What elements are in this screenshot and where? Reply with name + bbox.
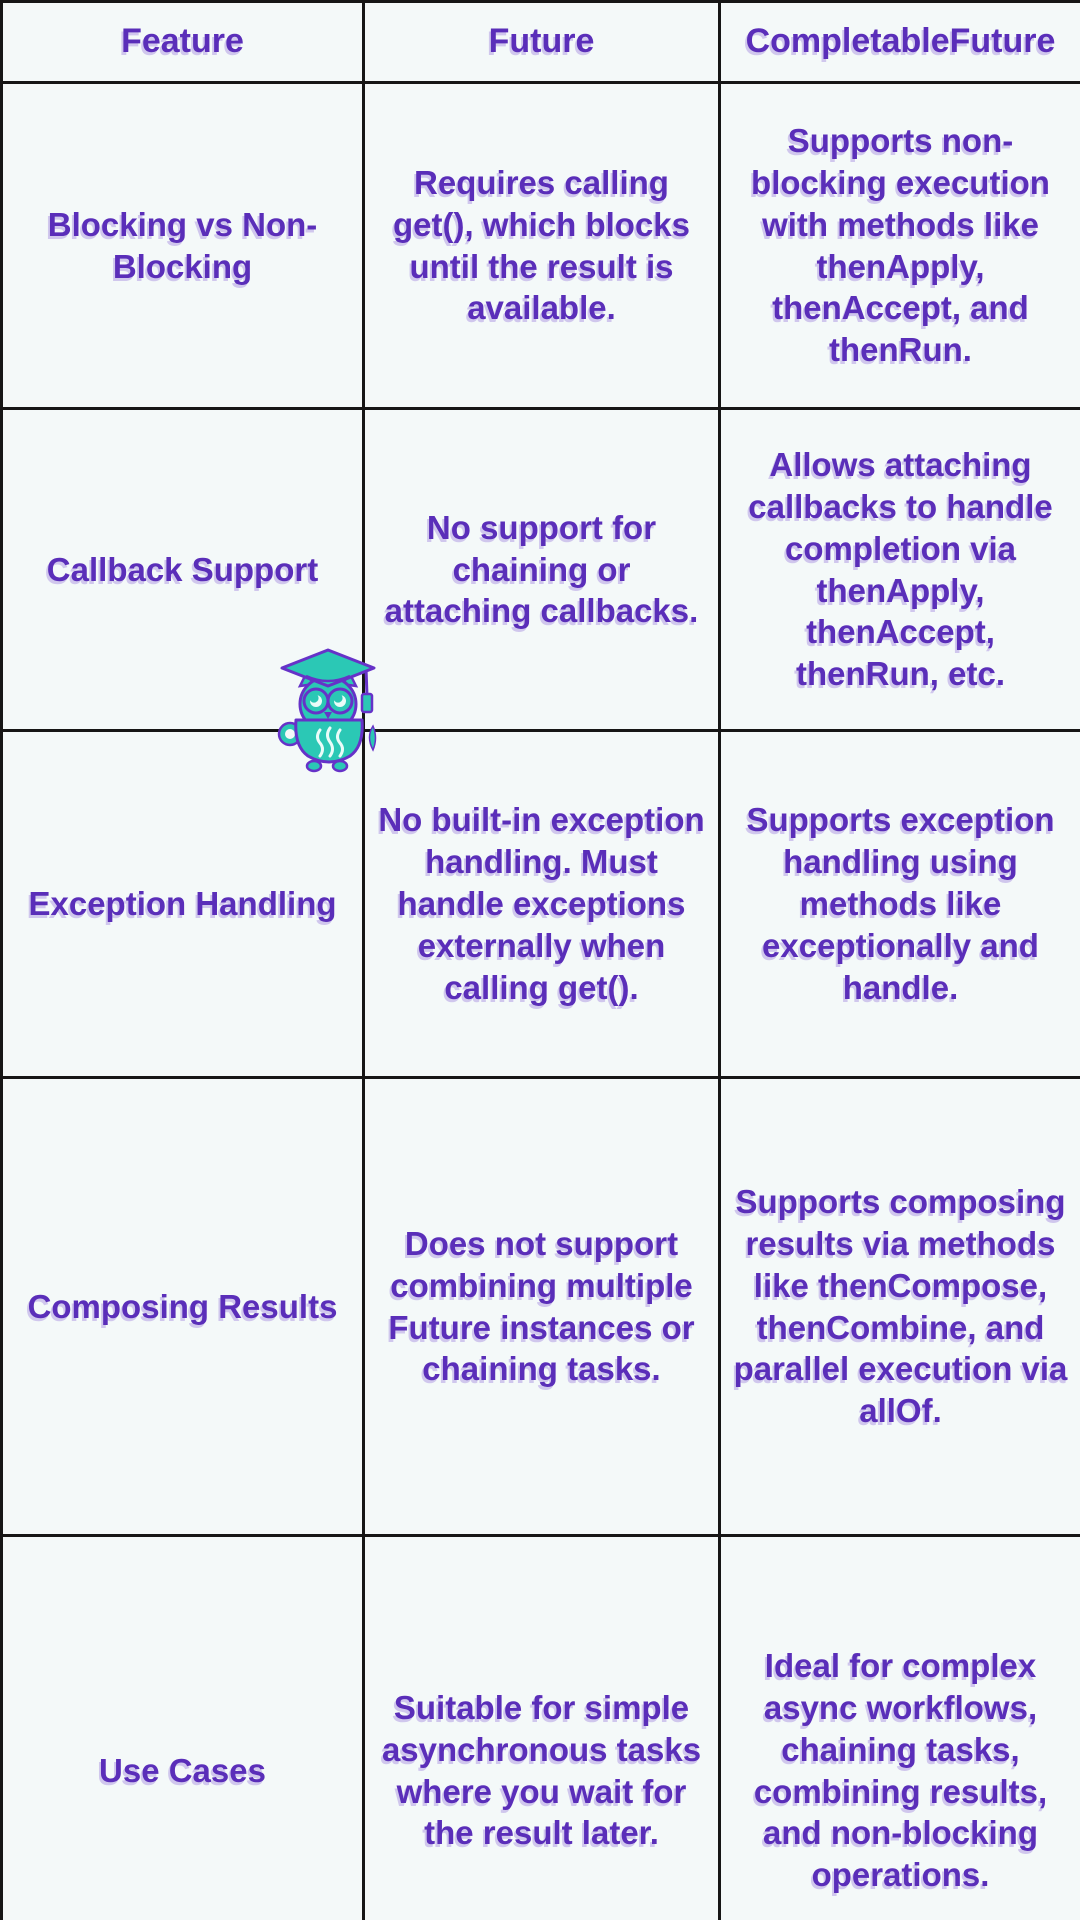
- column-header-completablefuture: CompletableFuture: [720, 2, 1080, 83]
- column-header-future: Future: [364, 2, 720, 83]
- cell-feature-blocking: Blocking vs Non-Blocking: [2, 83, 364, 409]
- cell-future-usecases: Suitable for simple asynchronous tasks where you wait for the result later.: [364, 1536, 720, 1920]
- cell-completablefuture-usecases: Ideal for complex async workflows, chaining tasks, combining results, and non-blocking operations.: [720, 1536, 1080, 1920]
- table-row: [2, 1078, 1080, 1536]
- table-row: [2, 1536, 1080, 1920]
- header-row: [2, 2, 1080, 83]
- cell-completablefuture-exceptions: Supports exception handling using methods like exceptionally and handle.: [720, 731, 1080, 1078]
- cell-future-composing: Does not support combining multiple Future instances or chaining tasks.: [364, 1078, 720, 1536]
- table-row: [2, 409, 1080, 731]
- cell-feature-composing: Composing Results: [2, 1078, 364, 1536]
- cell-future-blocking: Requires calling get(), which blocks until the result is available.: [364, 83, 720, 409]
- cell-completablefuture-blocking: Supports non-blocking execution with methods like thenApply, thenAccept, and thenRun.: [720, 83, 1080, 409]
- column-header-feature: Feature: [2, 2, 364, 83]
- cell-feature-exceptions: Exception Handling: [2, 731, 364, 1078]
- cell-future-callbacks: No support for chaining or attaching callbacks.: [364, 409, 720, 731]
- cell-future-exceptions: No built-in exception handling. Must handle exceptions externally when calling get().: [364, 731, 720, 1078]
- cell-completablefuture-composing: Supports composing results via methods like thenCompose, thenCombine, and parallel execution via allOf.: [720, 1078, 1080, 1536]
- cell-completablefuture-callbacks: Allows attaching callbacks to handle completion via thenApply, thenAccept, thenRun, etc.: [720, 409, 1080, 731]
- table-row: [2, 83, 1080, 409]
- cell-feature-usecases: Use Cases: [2, 1536, 364, 1920]
- cell-feature-callbacks: Callback Support: [2, 409, 364, 731]
- table-row: [2, 731, 1080, 1078]
